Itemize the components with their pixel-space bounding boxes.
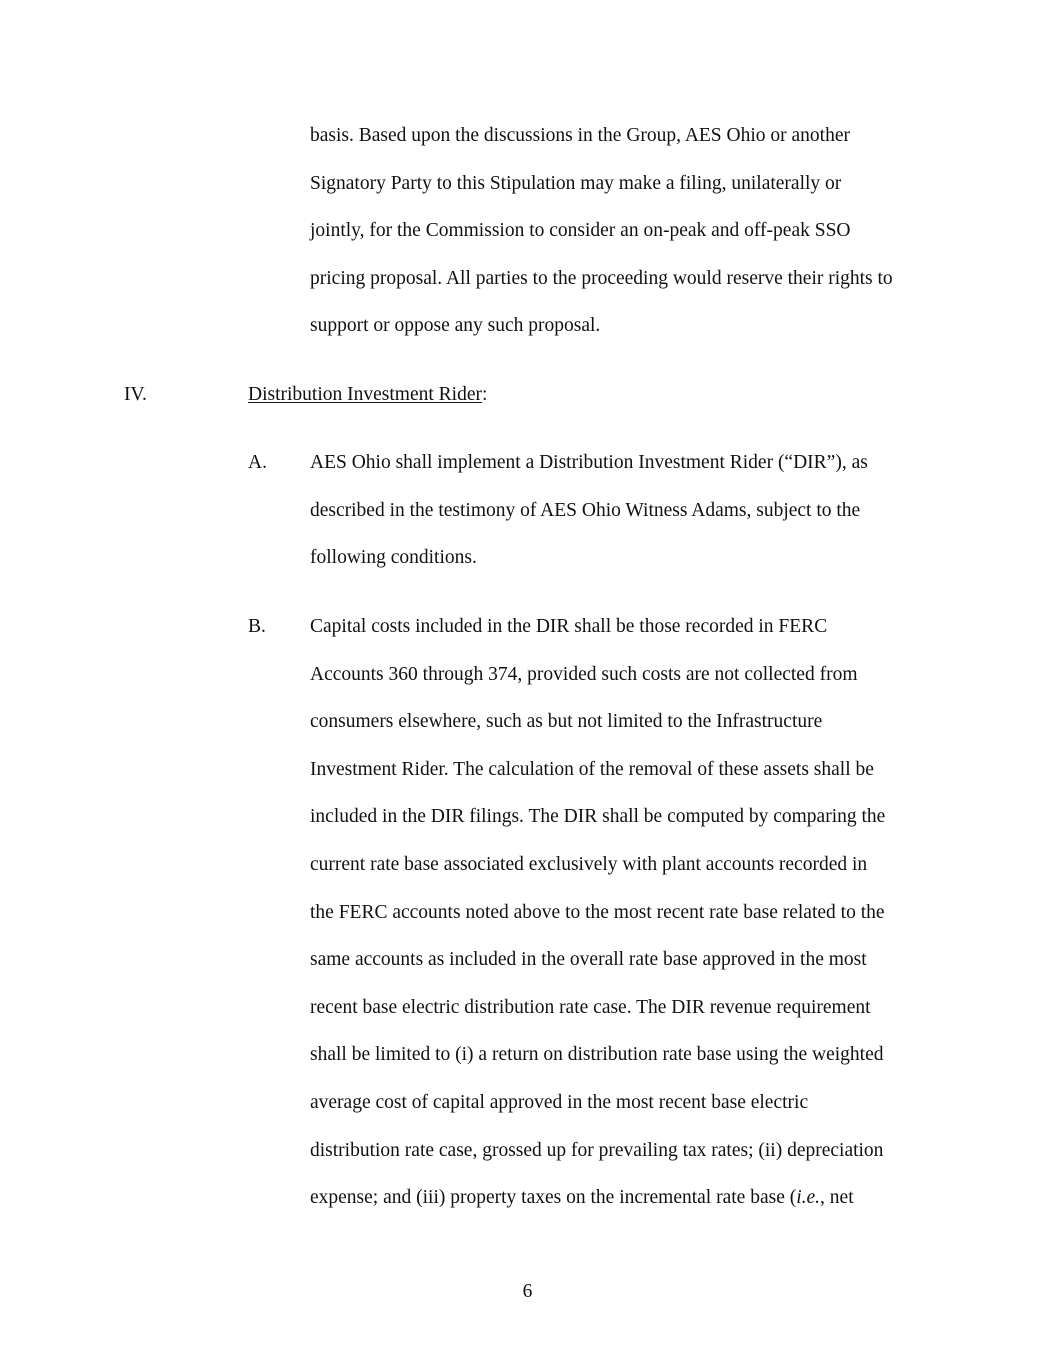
text-line: described in the testimony of AES Ohio Witness Adams, subject to the xyxy=(310,499,861,521)
text-line: recent base electric distribution rate case. The DIR revenue requirement xyxy=(310,996,871,1018)
text-line: Accounts 360 through 374, provided such costs are not collected from xyxy=(310,663,858,685)
item-b-label: B. xyxy=(248,616,266,637)
text-line: Investment Rider. The calculation of the removal of these assets shall be xyxy=(310,758,874,780)
text-line: current rate base associated exclusively with plant accounts recorded in xyxy=(310,853,868,875)
text-line: average cost of capital approved in the most recent base electric xyxy=(310,1091,809,1113)
text-line: included in the DIR filings. The DIR shall be computed by comparing the xyxy=(310,806,886,828)
item-a-label: A. xyxy=(248,452,267,473)
text-segment: , net xyxy=(820,1187,854,1209)
text-line: the FERC accounts noted above to the most recent rate base related to the xyxy=(310,901,885,923)
section-title: Distribution Investment Rider xyxy=(248,384,482,405)
section-title-colon: : xyxy=(481,384,488,405)
text-line: shall be limited to (i) a return on distribution rate base using the weighted xyxy=(310,1044,884,1066)
item-a-paragraph xyxy=(310,453,868,596)
text-line: Signatory Party to this Stipulation may make a filing, unilaterally or xyxy=(310,172,842,194)
text-line: Capital costs included in the DIR shall be those recorded in FERC xyxy=(310,616,828,637)
text-line: basis. Based upon the discussions in the Group, AES Ohio or another xyxy=(310,125,850,146)
section-heading xyxy=(248,385,487,405)
text-line: distribution rate case, grossed up for prevailing tax rates; (ii) depreciation xyxy=(310,1139,884,1161)
italic-abbreviation: i.e. xyxy=(796,1187,821,1209)
text-segment: expense; and (iii) property taxes on the incremental rate base ( xyxy=(310,1187,797,1209)
item-b-paragraph xyxy=(310,617,885,1236)
text-line: jointly, for the Commission to consider an on-peak and off-peak SSO xyxy=(310,220,851,242)
text-line: consumers elsewhere, such as but not limited to the Infrastructure xyxy=(310,711,823,733)
page-number: 6 xyxy=(522,1281,533,1302)
continuation-paragraph xyxy=(310,126,893,364)
text-line: AES Ohio shall implement a Distribution Investment Rider (“DIR”), as xyxy=(310,452,868,473)
text-line: support or oppose any such proposal. xyxy=(310,315,601,337)
text-line: following conditions. xyxy=(310,547,477,569)
text-line xyxy=(310,1188,885,1236)
text-line: same accounts as included in the overall rate base approved in the most xyxy=(310,949,867,971)
section-number: IV. xyxy=(124,384,147,405)
text-line: pricing proposal. All parties to the proceeding would reserve their rights to xyxy=(310,267,893,289)
